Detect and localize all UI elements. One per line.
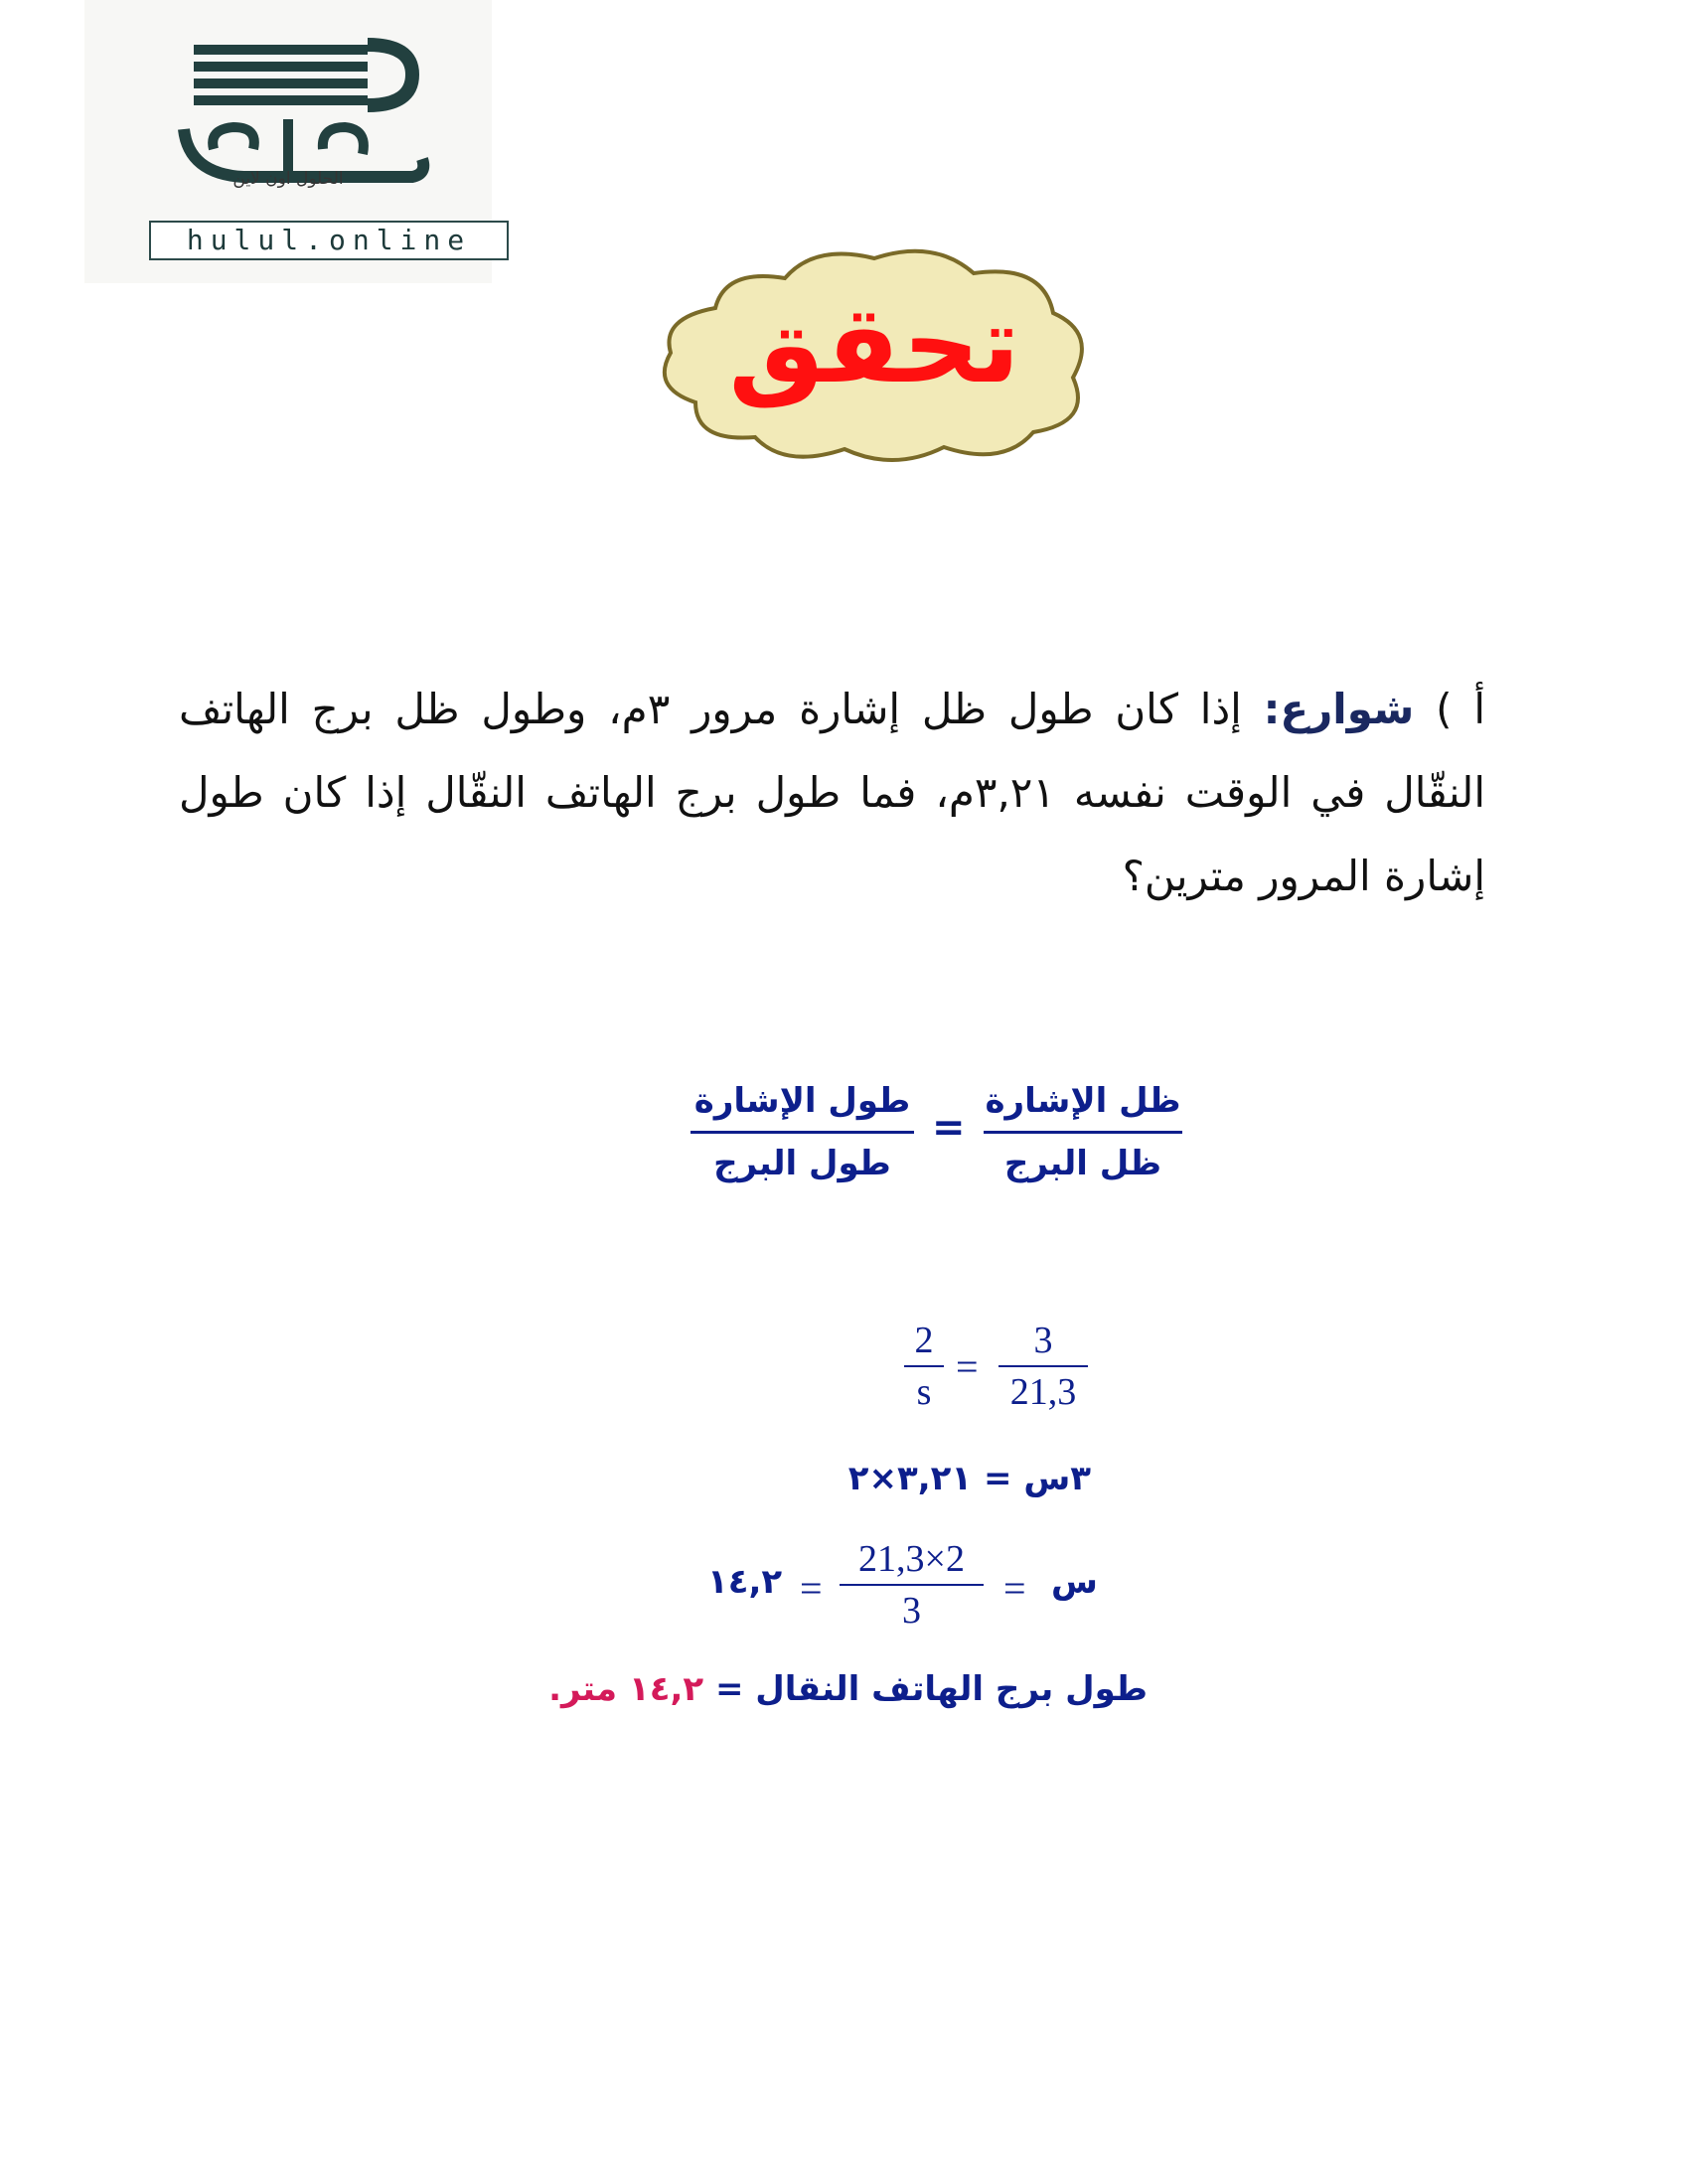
fraction-denominator: s <box>916 1371 932 1413</box>
proportion-left-fraction <box>998 1319 1088 1414</box>
proportion-right-fraction <box>904 1319 944 1414</box>
question-label: شوارع: <box>1263 685 1415 733</box>
logo-emblem-icon <box>84 0 492 229</box>
fraction-numerator: طول الإشارة <box>693 1081 911 1121</box>
site-logo <box>84 0 492 283</box>
fraction-numerator: ظل الإشارة <box>985 1081 1181 1121</box>
fraction-denominator: 3 <box>902 1590 921 1632</box>
equals-sign: = <box>956 1344 979 1389</box>
question-text: إذا كان طول ظل إشارة مرور ٣م، وطول ظل برج الهاتف النقّال في الوقت نفسه ٣,٢١م، فما طول برج الهاتف النقّال إذا كان طول إشارة المرور مترين؟ <box>179 685 1485 900</box>
solve-variable: س <box>1051 1562 1098 1602</box>
final-answer <box>548 1669 1148 1709</box>
fraction-denominator: طول البرج <box>713 1144 891 1183</box>
title-cloud <box>646 238 1103 472</box>
logo-domain: hulul.online <box>149 221 509 260</box>
fraction-numerator: 2 <box>914 1320 934 1361</box>
question-number: أ ) <box>1436 685 1486 733</box>
final-answer-value: ١٤,٢ متر. <box>548 1669 704 1709</box>
logo-subtitle: الحلول اون لاين <box>232 169 344 189</box>
equals-sign: = <box>1003 1566 1026 1611</box>
ratio-shadow-fraction <box>984 1073 1182 1191</box>
fraction-denominator: ظل البرج <box>1003 1144 1162 1183</box>
page-title: تحقق <box>728 283 1020 407</box>
question-paragraph <box>179 668 1485 918</box>
cross-multiply-line: ٣س = ٣,٢١×٢ <box>847 1459 1091 1498</box>
equals-sign: = <box>800 1566 823 1611</box>
solve-result: ١٤,٢ <box>707 1562 783 1602</box>
fraction-denominator: 21,3 <box>1009 1371 1077 1413</box>
fraction-numerator: 3 <box>1033 1320 1053 1361</box>
final-answer-label: طول برج الهاتف النقال = <box>714 1669 1148 1709</box>
equals-sign: = <box>932 1105 966 1151</box>
ratio-length-fraction <box>691 1073 914 1191</box>
fraction-numerator: 21,3×2 <box>858 1538 965 1580</box>
solve-fraction <box>840 1537 984 1633</box>
